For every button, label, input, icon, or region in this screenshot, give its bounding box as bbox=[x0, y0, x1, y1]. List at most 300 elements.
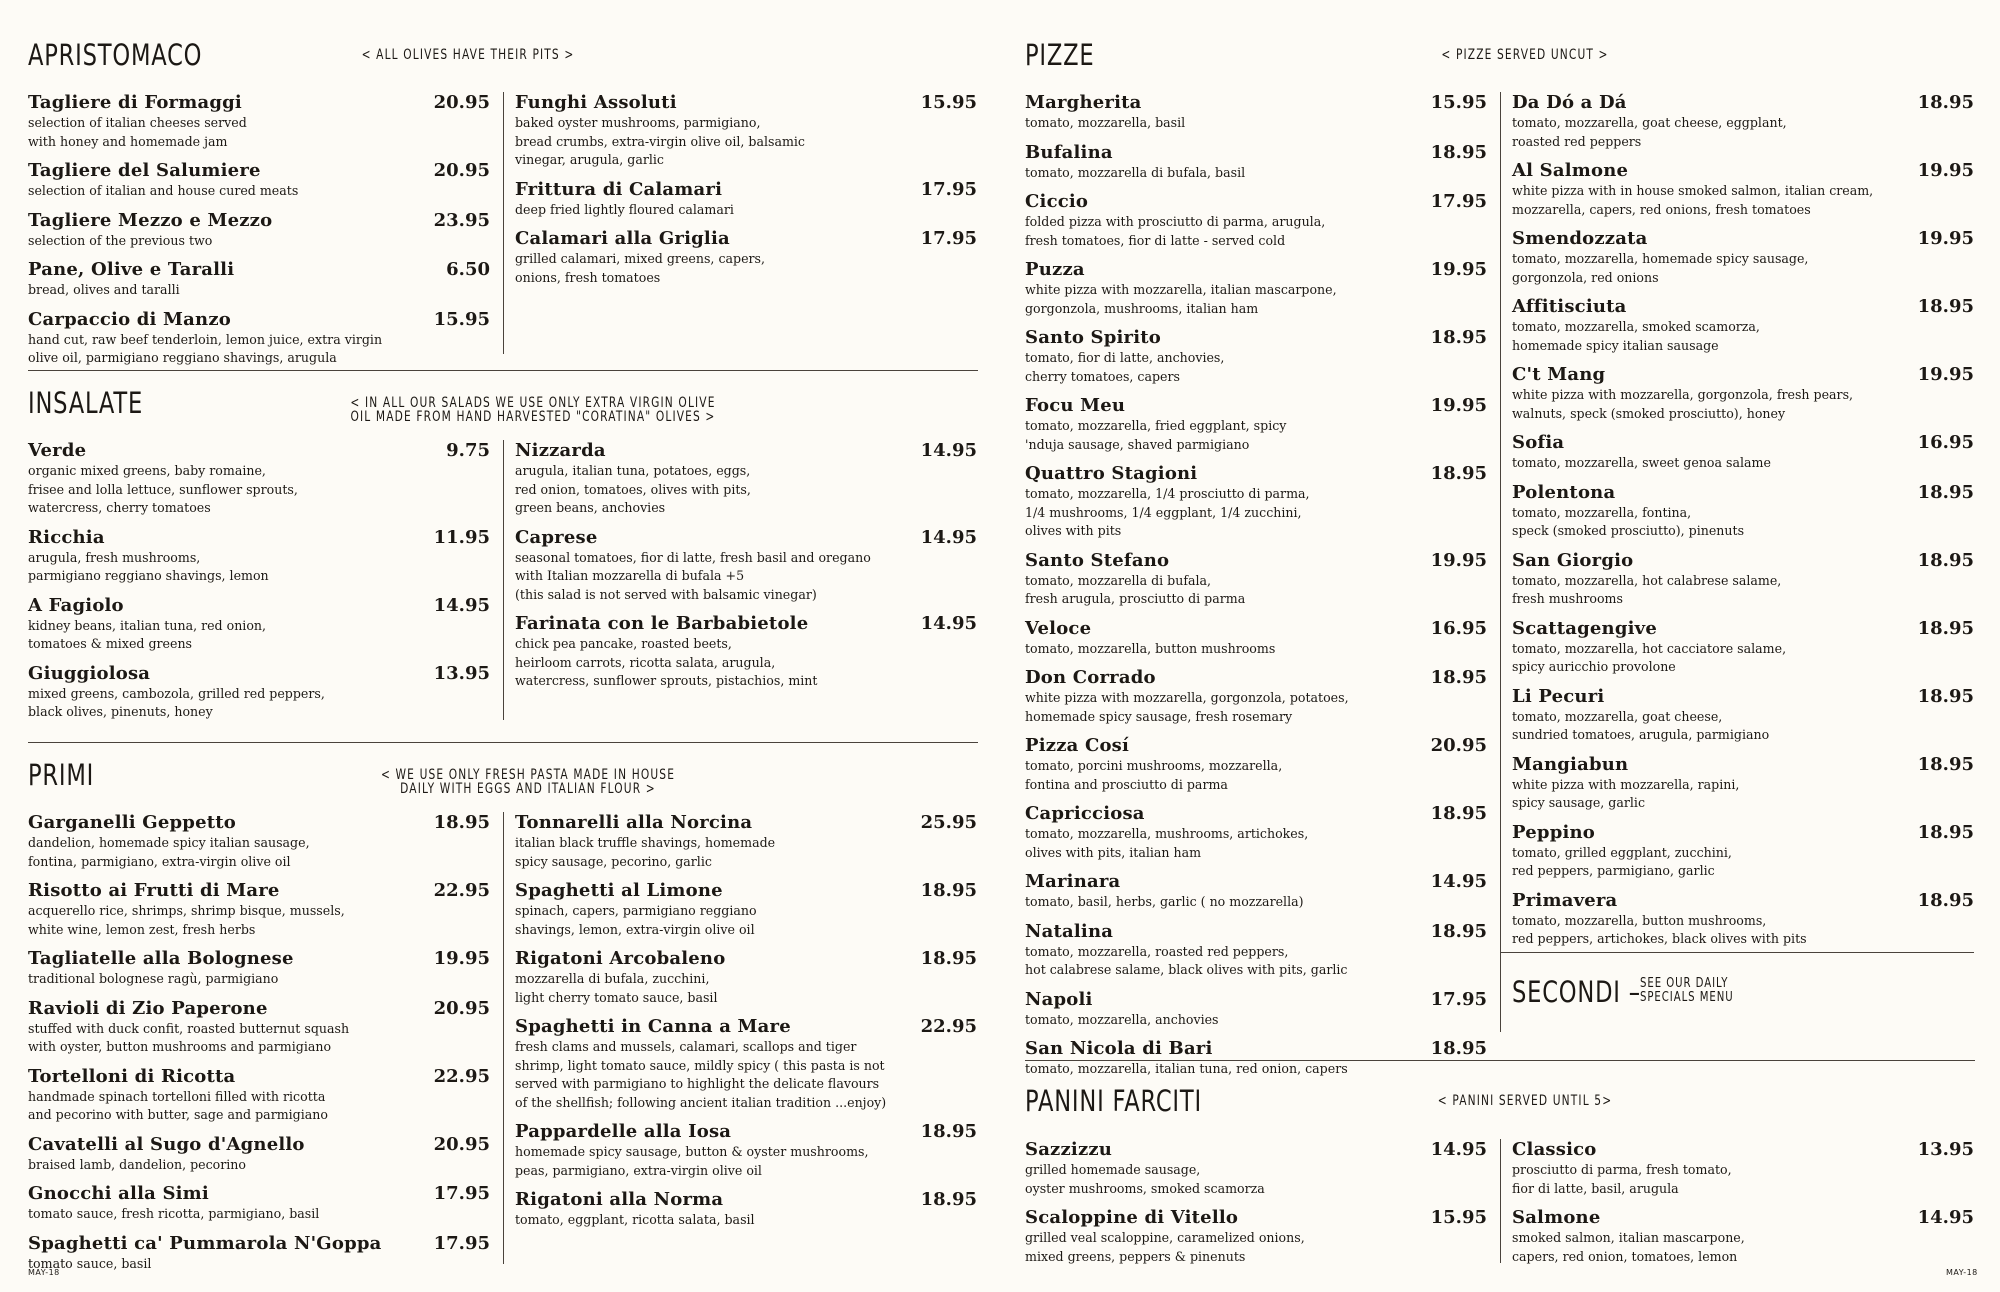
menu-item-name: Da Dó a Dá bbox=[1512, 92, 1627, 113]
menu-item-header bbox=[515, 440, 977, 461]
menu-item-description: tomato, mozzarella, mushrooms, artichokes, olives with pits, italian ham bbox=[1025, 826, 1309, 860]
menu-item-header bbox=[515, 179, 977, 200]
menu-item-name: San Giorgio bbox=[1512, 549, 1634, 571]
menu-item-name: Polentona bbox=[1512, 481, 1616, 503]
menu-item-description: chick pea pancake, roasted beets, heirloom carrots, ricotta salata, arugula, watercress, sunflower sprouts, pistachios, mint bbox=[515, 636, 818, 688]
menu-item-header bbox=[1025, 92, 1487, 113]
menu-item-name: Giuggiolosa bbox=[28, 662, 151, 684]
menu-item-name: Tortelloni di Ricotta bbox=[28, 1065, 236, 1087]
menu-item-name: Scaloppine di Vitello bbox=[1025, 1207, 1239, 1228]
menu-item bbox=[1025, 667, 1487, 726]
menu-item-header bbox=[1025, 1207, 1487, 1228]
menu-item bbox=[28, 210, 490, 251]
menu-item-price: 18.95 bbox=[1430, 667, 1487, 688]
menu-item-header bbox=[1025, 618, 1487, 639]
menu-item-name: Verde bbox=[28, 440, 87, 461]
menu-item bbox=[515, 440, 977, 518]
menu-item-header bbox=[28, 1134, 490, 1155]
menu-item-header bbox=[515, 1121, 977, 1142]
menu-item-name: Ciccio bbox=[1025, 191, 1089, 212]
menu-item-description: tomato, mozzarella, hot calabrese salame, fresh mushrooms bbox=[1512, 572, 1782, 606]
menu-item-price: 17.95 bbox=[1430, 988, 1487, 1010]
menu-item-description: tomato, mozzarella, basil bbox=[1025, 115, 1186, 130]
menu-item-description: white pizza with mozzarella, gorgonzola, fresh pears, walnuts, speck (smoked prosciutto), honey bbox=[1512, 387, 1854, 421]
divider bbox=[28, 370, 978, 371]
menu-item-header bbox=[515, 948, 977, 969]
menu-item-name: Gnocchi alla Simi bbox=[28, 1183, 209, 1204]
menu-item bbox=[1512, 1207, 1974, 1266]
menu-item-description: arugula, fresh mushrooms, parmigiano reggiano shavings, lemon bbox=[28, 549, 269, 583]
menu-item-price: 20.95 bbox=[433, 160, 490, 181]
menu-item-header bbox=[28, 309, 490, 330]
divider bbox=[1025, 1060, 1975, 1061]
menu-item-description: tomato, mozzarella, roasted red peppers, hot calabrese salame, black olives with pits, garlic bbox=[1025, 943, 1348, 977]
menu-item-price: 18.95 bbox=[1430, 141, 1487, 163]
menu-item-price: 14.95 bbox=[920, 613, 977, 634]
menu-item-header bbox=[1512, 890, 1974, 911]
menu-item-description: tomato, mozzarella, sweet genoa salame bbox=[1512, 455, 1771, 470]
menu-item bbox=[1025, 327, 1487, 386]
menu-item-header bbox=[1025, 1139, 1487, 1160]
menu-item-name: Rigatoni Arcobaleno bbox=[515, 948, 726, 969]
menu-item bbox=[1512, 482, 1974, 541]
menu-item bbox=[515, 179, 977, 220]
menu-item-header bbox=[28, 160, 490, 181]
menu-item bbox=[1512, 296, 1974, 355]
menu-item-header bbox=[28, 527, 490, 548]
menu-item-price: 18.95 bbox=[1917, 821, 1974, 843]
menu-item-price: 6.50 bbox=[446, 259, 490, 280]
menu-item-price: 18.95 bbox=[920, 1189, 977, 1210]
menu-item-name: Margherita bbox=[1025, 92, 1142, 113]
menu-item-price: 9.75 bbox=[446, 440, 490, 461]
menu-item-price: 16.95 bbox=[1917, 432, 1974, 453]
menu-item-name: Tagliere Mezzo e Mezzo bbox=[28, 209, 273, 231]
menu-item-price: 18.95 bbox=[1917, 296, 1974, 317]
menu-item-header bbox=[515, 613, 977, 634]
section-note: < ALL OLIVES HAVE THEIR PITS > bbox=[361, 47, 575, 63]
menu-item-header bbox=[28, 880, 490, 901]
menu-item-price: 19.95 bbox=[1917, 228, 1974, 249]
menu-item-description: organic mixed greens, baby romaine, frisee and lolla lettuce, sunflower sprouts, watercress, cherry tomatoes bbox=[28, 463, 298, 515]
menu-item bbox=[28, 259, 490, 300]
menu-item bbox=[1025, 550, 1487, 609]
menu-item-name: Affitisciuta bbox=[1512, 296, 1627, 317]
menu-item bbox=[515, 812, 977, 871]
menu-item-name: Garganelli Geppetto bbox=[28, 812, 236, 833]
menu-item-description: bread, olives and taralli bbox=[28, 282, 180, 297]
menu-item-description: smoked salmon, italian mascarpone, capers, red onion, tomatoes, lemon bbox=[1512, 1230, 1745, 1264]
menu-item-price: 18.95 bbox=[1917, 481, 1974, 503]
menu-item-name: Ricchia bbox=[28, 526, 105, 548]
menu-item-name: Mangiabun bbox=[1512, 753, 1629, 775]
menu-item-header bbox=[28, 812, 490, 833]
menu-item bbox=[28, 812, 490, 871]
menu-item-name: Tagliere del Salumiere bbox=[28, 160, 261, 181]
menu-item bbox=[28, 1233, 490, 1274]
menu-item-description: tomato, fior di latte, anchovies, cherry tomatoes, capers bbox=[1025, 350, 1225, 384]
menu-item bbox=[515, 880, 977, 939]
menu-item-description: folded pizza with prosciutto di parma, arugula, fresh tomatoes, fior di latte - served cold bbox=[1025, 214, 1326, 248]
menu-item-name: Natalina bbox=[1025, 920, 1114, 942]
menu-item-name: Li Pecuri bbox=[1512, 685, 1605, 707]
menu-item bbox=[1512, 92, 1974, 151]
menu-item-name: Santo Spirito bbox=[1025, 327, 1162, 348]
menu-item bbox=[515, 92, 977, 170]
menu-item-price: 17.95 bbox=[433, 1232, 490, 1254]
menu-item bbox=[28, 1066, 490, 1125]
menu-item-header bbox=[515, 1189, 977, 1210]
menu-item-price: 19.95 bbox=[1917, 160, 1974, 181]
menu-item-name: Risotto ai Frutti di Mare bbox=[28, 880, 280, 901]
menu-item bbox=[1025, 1139, 1487, 1198]
menu-item bbox=[28, 663, 490, 722]
menu-item bbox=[1025, 142, 1487, 183]
menu-item-price: 15.95 bbox=[1430, 1207, 1487, 1228]
menu-item-description: selection of italian cheeses served with honey and homemade jam bbox=[28, 115, 247, 149]
menu-item bbox=[1512, 550, 1974, 609]
menu-item-price: 18.95 bbox=[1917, 617, 1974, 639]
insalate-left bbox=[28, 440, 490, 731]
menu-item-price: 19.95 bbox=[1430, 395, 1487, 416]
menu-item-header bbox=[1025, 395, 1487, 416]
menu-item-price: 18.95 bbox=[920, 1121, 977, 1142]
menu-item-description: tomato, mozzarella, fried eggplant, spicy 'nduja sausage, shaved parmigiano bbox=[1025, 418, 1287, 452]
menu-item-description: selection of italian and house cured meats bbox=[28, 183, 299, 198]
divider bbox=[503, 92, 504, 354]
menu-item-name: Tagliatelle alla Bolognese bbox=[28, 948, 294, 969]
menu-item-description: handmade spinach tortelloni filled with ricotta and pecorino with butter, sage and parmigiano bbox=[28, 1088, 328, 1122]
menu-item-price: 14.95 bbox=[1430, 1139, 1487, 1160]
menu-item-price: 20.95 bbox=[433, 92, 490, 113]
menu-item-name: Santo Stefano bbox=[1025, 549, 1170, 571]
menu-item-header bbox=[1512, 364, 1974, 385]
menu-item-price: 22.95 bbox=[433, 880, 490, 901]
menu-item-price: 18.95 bbox=[1917, 92, 1974, 113]
menu-item-price: 18.95 bbox=[1917, 549, 1974, 571]
menu-item-description: italian black truffle shavings, homemade spicy sausage, pecorino, garlic bbox=[515, 835, 776, 869]
pizze-left bbox=[1025, 92, 1487, 1088]
menu-item-price: 17.95 bbox=[920, 228, 977, 249]
menu-item-description: spinach, capers, parmigiano reggiano shavings, lemon, extra-virgin olive oil bbox=[515, 903, 757, 937]
menu-item-price: 14.95 bbox=[433, 594, 490, 616]
menu-item bbox=[515, 1121, 977, 1180]
menu-item bbox=[1025, 871, 1487, 912]
menu-item-header bbox=[1512, 432, 1974, 453]
menu-item bbox=[1025, 618, 1487, 659]
menu-item-name: Bufalina bbox=[1025, 141, 1113, 163]
menu-item-header bbox=[28, 595, 490, 616]
menu-item-header bbox=[515, 527, 977, 548]
menu-item-name: Capricciosa bbox=[1025, 803, 1145, 824]
menu-item-header bbox=[1512, 92, 1974, 113]
menu-item-header bbox=[1025, 142, 1487, 163]
menu-item-description: tomato, eggplant, ricotta salata, basil bbox=[515, 1212, 755, 1227]
menu-item-header bbox=[515, 92, 977, 113]
menu-item-price: 17.95 bbox=[920, 178, 977, 200]
menu-item-price: 19.95 bbox=[433, 948, 490, 969]
menu-item-name: Focu Meu bbox=[1025, 395, 1126, 416]
menu-item-name: Quattro Stagioni bbox=[1025, 463, 1198, 484]
menu-item bbox=[1025, 735, 1487, 794]
menu-item bbox=[28, 309, 490, 368]
menu-item-description: tomato, porcini mushrooms, mozzarella, fontina and prosciutto di parma bbox=[1025, 758, 1283, 792]
menu-item-description: tomato, mozzarella, italian tuna, red onion, capers bbox=[1025, 1061, 1348, 1076]
menu-item-price: 18.95 bbox=[1430, 803, 1487, 824]
menu-item-description: tomato, mozzarella di bufala, fresh arugula, prosciutto di parma bbox=[1025, 572, 1246, 606]
menu-item bbox=[28, 948, 490, 989]
menu-item-price: 17.95 bbox=[1430, 191, 1487, 212]
menu-item-description: seasonal tomatoes, fior di latte, fresh basil and oregano with Italian mozzarella di bufala +5 (this salad is not served with balsamic vinegar) bbox=[515, 549, 871, 602]
menu-item-description: hand cut, raw beef tenderloin, lemon juice, extra virgin olive oil, parmigiano reggiano shavings, arugula bbox=[28, 331, 383, 365]
menu-item-name: Spaghetti al Limone bbox=[515, 880, 723, 901]
menu-item-header bbox=[1025, 191, 1487, 212]
menu-item-header bbox=[1025, 667, 1487, 688]
menu-item-price: 15.95 bbox=[920, 92, 977, 113]
menu-item bbox=[1512, 754, 1974, 813]
menu-item-name: San Nicola di Bari bbox=[1025, 1038, 1213, 1059]
menu-item bbox=[1025, 803, 1487, 862]
menu-item-description: homemade spicy sausage, button & oyster mushrooms, peas, parmigiano, extra-virgin olive oil bbox=[515, 1144, 869, 1178]
divider bbox=[1500, 952, 1974, 953]
menu-item-name: Pizza Cosí bbox=[1025, 735, 1130, 756]
menu-item-header bbox=[1512, 160, 1974, 181]
menu-item-header bbox=[1025, 463, 1487, 484]
menu-item bbox=[1512, 618, 1974, 677]
menu-item bbox=[1512, 160, 1974, 219]
menu-item-header bbox=[1512, 618, 1974, 639]
menu-item-description: kidney beans, italian tuna, red onion, tomatoes & mixed greens bbox=[28, 617, 267, 651]
menu-item-description: mozzarella di bufala, zucchini, light cherry tomato sauce, basil bbox=[515, 971, 718, 1005]
menu-item bbox=[1512, 1139, 1974, 1198]
menu-item-price: 14.95 bbox=[920, 440, 977, 461]
menu-item-description: prosciutto di parma, fresh tomato, fior di latte, basil, arugula bbox=[1512, 1162, 1732, 1196]
menu-item-price: 13.95 bbox=[1917, 1139, 1974, 1160]
footer-date-right: MAY-18 bbox=[1946, 1268, 1978, 1277]
menu-item-price: 15.95 bbox=[1430, 92, 1487, 113]
insalate-right bbox=[515, 440, 977, 700]
apristomaco-right bbox=[515, 92, 977, 296]
menu-item-header bbox=[1025, 259, 1487, 280]
menu-item-header bbox=[28, 1233, 490, 1254]
secondi-note: SEE OUR DAILY SPECIALS MENU bbox=[1640, 976, 1734, 1005]
menu-item-description: grilled calamari, mixed greens, capers, onions, fresh tomatoes bbox=[515, 251, 766, 285]
menu-item-price: 16.95 bbox=[1430, 617, 1487, 639]
menu-item bbox=[515, 1189, 977, 1230]
menu-item-price: 14.95 bbox=[1430, 871, 1487, 892]
menu-item bbox=[28, 998, 490, 1057]
menu-item-name: Funghi Assoluti bbox=[515, 92, 677, 113]
section-note: < WE USE ONLY FRESH PASTA MADE IN HOUSE DAILY WITH EGGS AND ITALIAN FLOUR > bbox=[380, 767, 676, 797]
menu-item-name: Nizzarda bbox=[515, 440, 606, 461]
menu-item-name: Frittura di Calamari bbox=[515, 178, 723, 200]
menu-item-price: 14.95 bbox=[1917, 1207, 1974, 1228]
menu-item bbox=[1025, 921, 1487, 980]
menu-item-name: Tonnarelli alla Norcina bbox=[515, 812, 753, 833]
menu-item-description: fresh clams and mussels, calamari, scallops and tiger shrimp, light tomato sauce, mildly spicy ( this pasta is not served with parmigiano to highlight the delicate flavours of the shellfish; following ancient italian tradition ...enjoy) bbox=[515, 1039, 887, 1110]
menu-item-price: 13.95 bbox=[433, 662, 490, 684]
menu-item-name: Primavera bbox=[1512, 889, 1618, 911]
divider bbox=[1500, 1139, 1501, 1263]
menu-item-header bbox=[28, 663, 490, 684]
menu-item-header bbox=[1512, 822, 1974, 843]
menu-item-name: Sazzizzu bbox=[1025, 1139, 1113, 1160]
menu-item-price: 17.95 bbox=[433, 1183, 490, 1204]
menu-item-header bbox=[1025, 1038, 1487, 1059]
section-title: APRISTOMACO bbox=[28, 38, 203, 72]
menu-item-price: 18.95 bbox=[433, 812, 490, 833]
menu-item-description: tomato, grilled eggplant, zucchini, red peppers, parmigiano, garlic bbox=[1512, 844, 1732, 878]
menu-item-header bbox=[1512, 296, 1974, 317]
menu-item bbox=[1512, 686, 1974, 745]
menu-item-header bbox=[515, 228, 977, 249]
menu-item-header bbox=[28, 92, 490, 113]
menu-item-price: 25.95 bbox=[920, 812, 977, 833]
panini-right bbox=[1512, 1139, 1974, 1275]
menu-item-price: 18.95 bbox=[1917, 753, 1974, 775]
menu-item-price: 22.95 bbox=[920, 1016, 977, 1037]
menu-item-description: white pizza with mozzarella, gorgonzola, potatoes, homemade spicy sausage, fresh rosemary bbox=[1025, 690, 1349, 724]
menu-item-header bbox=[1025, 989, 1487, 1010]
menu-item-header bbox=[515, 880, 977, 901]
menu-item-price: 18.95 bbox=[920, 880, 977, 901]
menu-item bbox=[515, 527, 977, 605]
menu-item-description: tomato, mozzarella, goat cheese, eggplant, roasted red peppers bbox=[1512, 115, 1787, 149]
menu-item-price: 15.95 bbox=[433, 308, 490, 330]
menu-item-description: tomato sauce, fresh ricotta, parmigiano, basil bbox=[28, 1206, 320, 1221]
menu-item-description: tomato, mozzarella di bufala, basil bbox=[1025, 164, 1246, 180]
menu-item-description: braised lamb, dandelion, pecorino bbox=[28, 1156, 246, 1172]
menu-item-header bbox=[1025, 550, 1487, 571]
menu-item bbox=[28, 92, 490, 151]
menu-item-price: 20.95 bbox=[433, 1133, 490, 1155]
menu-item-name: Pappardelle alla Iosa bbox=[515, 1121, 732, 1142]
section-note: < IN ALL OUR SALADS WE USE ONLY EXTRA VIRGIN OLIVE OIL MADE FROM HAND HARVESTED "CORATINA" OLIVES > bbox=[350, 395, 716, 425]
menu-item-name: Sofia bbox=[1512, 432, 1565, 453]
menu-item-name: Al Salmone bbox=[1512, 160, 1629, 181]
menu-item-header bbox=[28, 259, 490, 280]
menu-item-description: dandelion, homemade spicy italian sausage, fontina, parmigiano, extra-virgin olive oil bbox=[28, 835, 310, 869]
divider bbox=[1500, 92, 1501, 1032]
menu-item-description: acquerello rice, shrimps, shrimp bisque, mussels, white wine, lemon zest, fresh herbs bbox=[28, 903, 345, 937]
menu-item bbox=[515, 228, 977, 287]
menu-item-price: 19.95 bbox=[1917, 364, 1974, 385]
menu-item-price: 18.95 bbox=[1430, 1038, 1487, 1059]
menu-item-description: tomato, mozzarella, homemade spicy sausage, gorgonzola, red onions bbox=[1512, 251, 1809, 285]
section-note: < PANINI SERVED UNTIL 5> bbox=[1437, 1093, 1613, 1109]
menu-item-price: 23.95 bbox=[433, 209, 490, 231]
menu-item-name: Carpaccio di Manzo bbox=[28, 308, 231, 330]
menu-item bbox=[28, 880, 490, 939]
menu-item bbox=[28, 595, 490, 654]
menu-item-description: tomato, mozzarella, button mushrooms, red peppers, artichokes, black olives with pits bbox=[1512, 912, 1807, 946]
menu-item-header bbox=[515, 1016, 977, 1037]
menu-item-header bbox=[1512, 228, 1974, 249]
pizze-right bbox=[1512, 92, 1974, 958]
menu-item bbox=[1512, 228, 1974, 287]
menu-item-description: white pizza with mozzarella, rapini, spicy sausage, garlic bbox=[1512, 776, 1740, 810]
menu-item bbox=[1512, 890, 1974, 949]
menu-item bbox=[1025, 1038, 1487, 1079]
menu-item-description: tomato sauce, basil bbox=[28, 1255, 152, 1271]
section-title: INSALATE bbox=[28, 386, 144, 420]
menu-item-description: grilled veal scaloppine, caramelized onions, mixed greens, peppers & pinenuts bbox=[1025, 1230, 1305, 1264]
divider bbox=[503, 812, 504, 1264]
menu-item-name: Rigatoni alla Norma bbox=[515, 1189, 724, 1210]
menu-item-name: Napoli bbox=[1025, 988, 1093, 1010]
menu-item bbox=[1025, 395, 1487, 454]
menu-item-price: 19.95 bbox=[1430, 549, 1487, 571]
menu-item-name: Calamari alla Griglia bbox=[515, 228, 730, 249]
menu-item-price: 20.95 bbox=[433, 997, 490, 1019]
menu-item-header bbox=[28, 998, 490, 1019]
menu-item-header bbox=[1512, 550, 1974, 571]
menu-item-description: tomato, mozzarella, hot cacciatore salame, spicy auricchio provolone bbox=[1512, 640, 1787, 674]
menu-item bbox=[1512, 364, 1974, 423]
menu-item-name: Pane, Olive e Taralli bbox=[28, 259, 235, 280]
menu-item-name: Ravioli di Zio Paperone bbox=[28, 997, 268, 1019]
menu-item-price: 22.95 bbox=[433, 1065, 490, 1087]
menu-item-header bbox=[28, 1183, 490, 1204]
menu-item-header bbox=[1512, 754, 1974, 775]
footer-date-left: MAY-18 bbox=[28, 1268, 60, 1277]
menu-item-name: Classico bbox=[1512, 1139, 1597, 1160]
menu-item-name: Cavatelli al Sugo d'Agnello bbox=[28, 1133, 305, 1155]
menu-item-description: deep fried lightly floured calamari bbox=[515, 201, 734, 217]
menu-item-price: 18.95 bbox=[920, 948, 977, 969]
secondi-title: SECONDI – bbox=[1512, 975, 1641, 1009]
menu-item bbox=[515, 948, 977, 1007]
menu-item-name: Veloce bbox=[1025, 617, 1092, 639]
menu-item-price: 11.95 bbox=[433, 526, 490, 548]
menu-item-description: tomato, mozzarella, fontina, speck (smoked prosciutto), pinenuts bbox=[1512, 504, 1745, 538]
menu-item-name: Puzza bbox=[1025, 259, 1085, 280]
menu-item-description: mixed greens, cambozola, grilled red peppers, black olives, pinenuts, honey bbox=[28, 685, 325, 719]
menu-item-name: Salmone bbox=[1512, 1207, 1601, 1228]
menu-item-header bbox=[1025, 921, 1487, 942]
section-note: < PIZZE SERVED UNCUT > bbox=[1441, 47, 1609, 63]
divider bbox=[503, 440, 504, 720]
menu-item bbox=[28, 160, 490, 201]
menu-item-name: Smendozzata bbox=[1512, 228, 1648, 249]
menu-item-description: traditional bolognese ragù, parmigiano bbox=[28, 971, 279, 986]
panini-left bbox=[1025, 1139, 1487, 1275]
menu-item bbox=[1025, 92, 1487, 133]
menu-item-description: tomato, basil, herbs, garlic ( no mozzarella) bbox=[1025, 894, 1304, 909]
section-title: PANINI FARCITI bbox=[1025, 1084, 1202, 1118]
menu-item-name: Peppino bbox=[1512, 821, 1596, 843]
apristomaco-left bbox=[28, 92, 490, 377]
menu-item-name: Spaghetti in Canna a Mare bbox=[515, 1016, 791, 1037]
menu-item-description: tomato, mozzarella, goat cheese, sundried tomatoes, arugula, parmigiano bbox=[1512, 708, 1770, 742]
menu-item-name: Spaghetti ca' Pummarola N'Goppa bbox=[28, 1232, 382, 1254]
menu-item-name: Scattagengive bbox=[1512, 617, 1657, 639]
menu-item-header bbox=[1512, 686, 1974, 707]
menu-item-name: Don Corrado bbox=[1025, 667, 1156, 688]
menu-item-name: A Fagiolo bbox=[28, 594, 124, 616]
menu-item-description: tomato, mozzarella, button mushrooms bbox=[1025, 640, 1276, 656]
menu-item-description: selection of the previous two bbox=[28, 232, 213, 248]
menu-item-header bbox=[1512, 482, 1974, 503]
menu-item-name: Farinata con le Barbabietole bbox=[515, 613, 809, 634]
menu-item-description: grilled homemade sausage, oyster mushrooms, smoked scamorza bbox=[1025, 1162, 1265, 1196]
menu-item bbox=[28, 1134, 490, 1175]
menu-item-description: tomato, mozzarella, 1/4 prosciutto di parma, 1/4 mushrooms, 1/4 eggplant, 1/4 zucchini, olives with pits bbox=[1025, 486, 1310, 538]
section-title: PIZZE bbox=[1025, 38, 1095, 72]
menu-item-price: 18.95 bbox=[1430, 463, 1487, 484]
menu-item-header bbox=[1025, 327, 1487, 348]
menu-item-name: Marinara bbox=[1025, 871, 1121, 892]
